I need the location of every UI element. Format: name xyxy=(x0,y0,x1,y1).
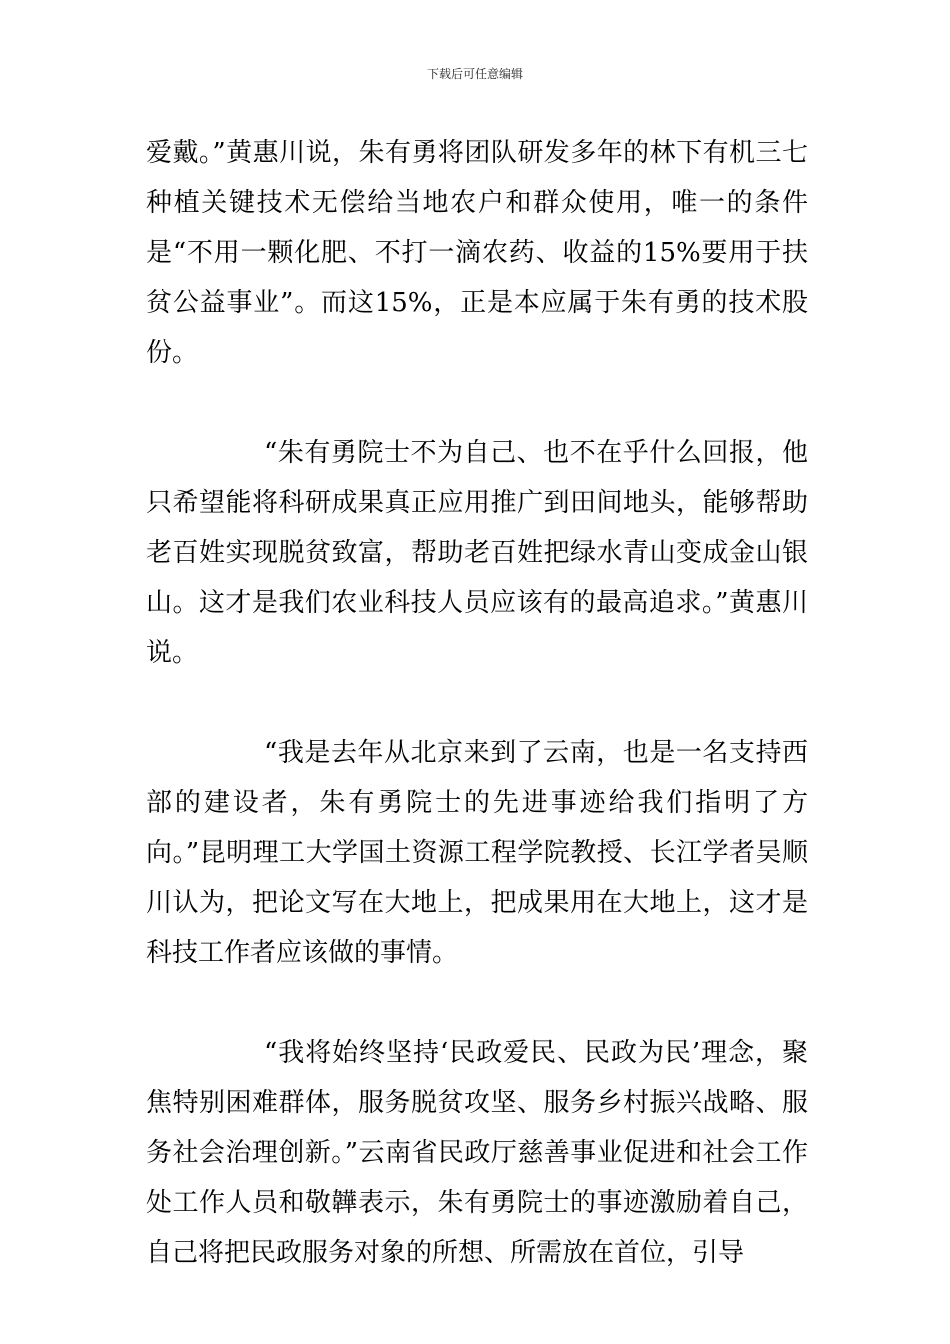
paragraph-2: “朱有勇院士不为自己、也不在乎什么回报，他只希望能将科研成果真正应用推广到田间地头，能够帮助老百姓实现脱贫致富，帮助老百姓把绿水青山变成金山银山。这才是我们农业科技人员应该有的最高追求。”黄惠川说。 xyxy=(146,438,808,668)
paragraph-3: “我是去年从北京来到了云南，也是一名支持西部的建设者，朱有勇院士的先进事迹给我们指明了方向。”昆明理工大学国土资源工程学院教授、长江学者吴顺川认为，把论文写在大地上，把成果用在大地上，这才是科技工作者应该做的事情。 xyxy=(146,738,808,968)
paragraph-1: 爱戴。”黄惠川说，朱有勇将团队研发多年的林下有机三七种植关键技术无偿给当地农户和群众使用，唯一的条件是“不用一颗化肥、不打一滴农药、收益的15%要用于扶贫公益事业”。而这15%，正是本应属于朱有勇的技术股份。 xyxy=(146,138,808,368)
paragraph-4: “我将始终坚持‘民政爱民、民政为民’理念，聚焦特别困难群体，服务脱贫攻坚、服务乡村振兴战略、服务社会治理创新。”云南省民政厅慈善事业促进和社会工作处工作人员和敬韡表示，朱有勇院士的事迹激励着自己，自己将把民政服务对象的所想、所需放在首位，引导 xyxy=(146,1038,808,1268)
page-header: 下载后可任意编辑 xyxy=(426,67,523,81)
document-body xyxy=(146,128,808,1278)
